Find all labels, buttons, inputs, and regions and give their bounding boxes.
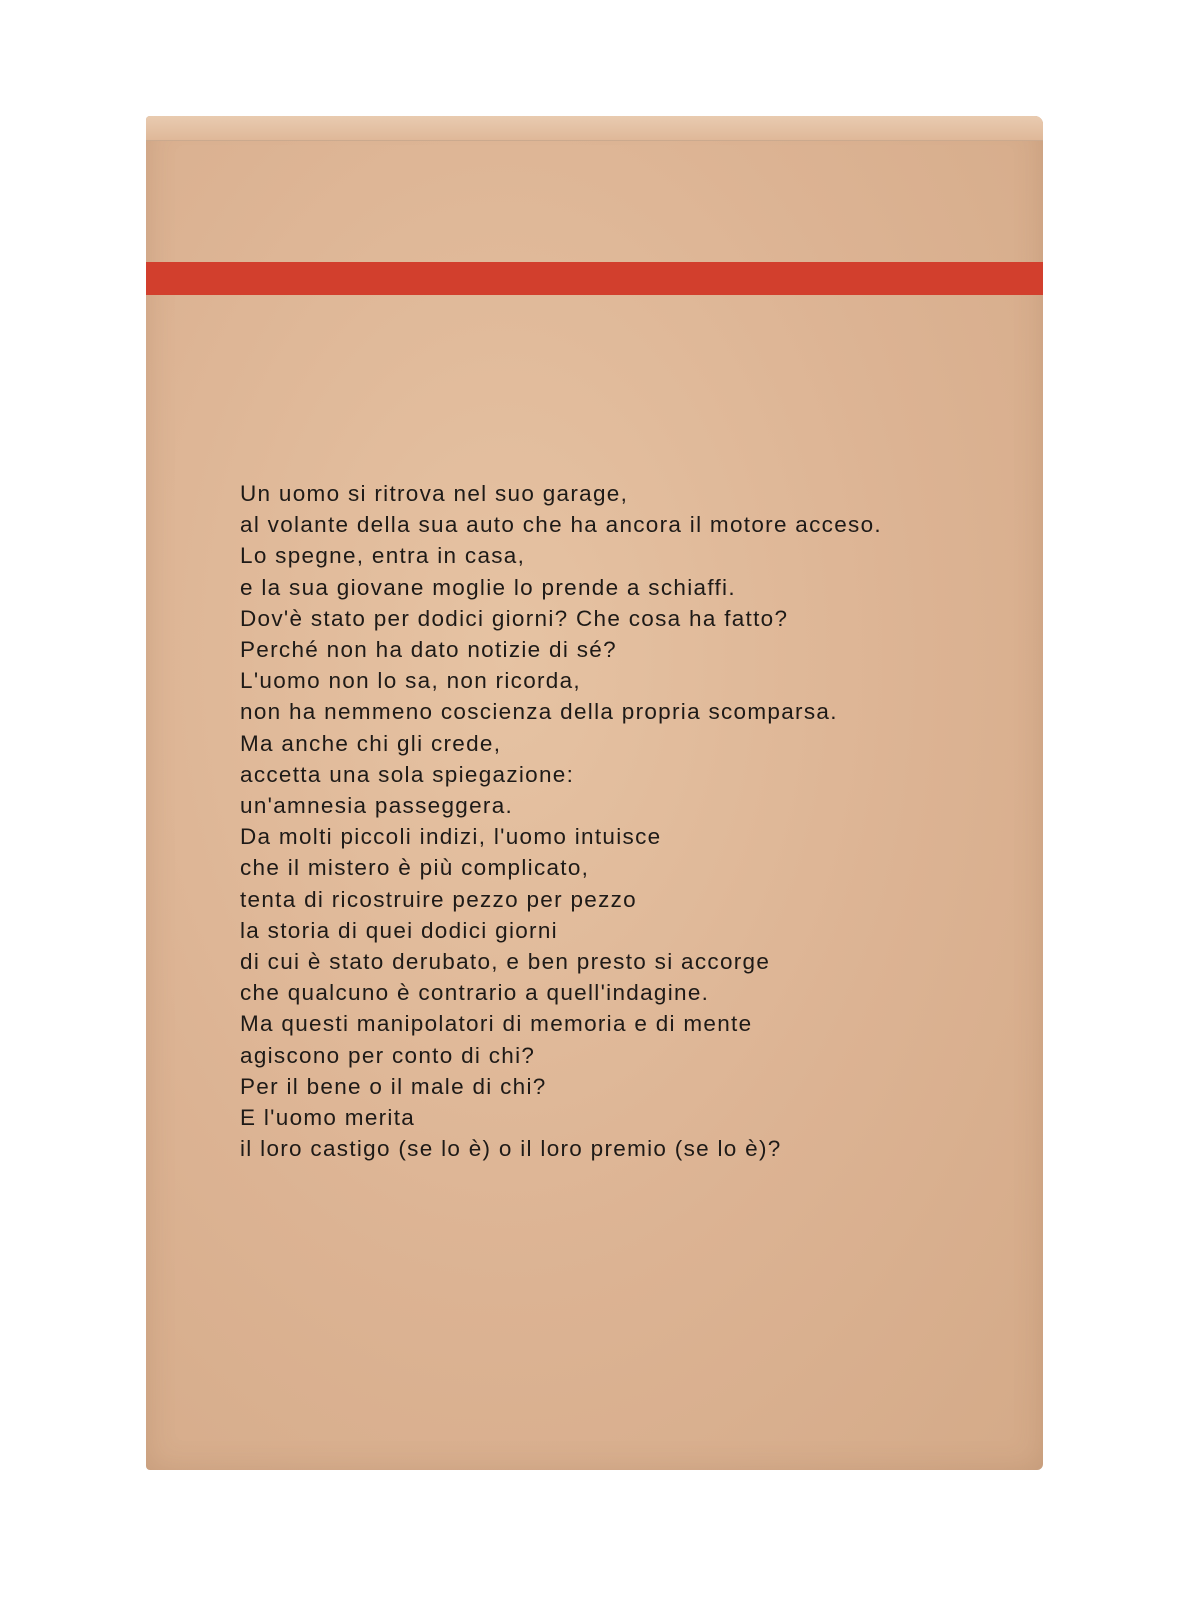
blurb-line: Un uomo si ritrova nel suo garage, [240,481,629,506]
blurb-line: Ma anche chi gli crede, [240,730,502,756]
blurb-line: Dov'è stato per dodici giorni? Che cosa ha fatto? [240,605,789,631]
blurb-line: accetta una sola spiegazione: [240,761,575,787]
blurb-line: un'amnesia passeggera. [240,793,514,819]
blurb-line: agiscono per conto di chi? [240,1042,536,1068]
blurb-line: Perché non ha dato notizie di sé? [240,637,617,663]
blurb-line: di cui è stato derubato, e ben presto si accorge [240,949,771,975]
blurb-line: E l'uomo merita [240,1105,416,1131]
blurb-line: Ma questi manipolatori di memoria e di mente [240,1011,753,1037]
blurb-line: Per il bene o il male di chi? [240,1073,547,1099]
blurb-line: al volante della sua auto che ha ancora il motore acceso. [240,512,882,538]
cover-top-edge [146,116,1043,141]
blurb-line: la storia di quei dodici giorni [240,917,558,943]
blurb-line: che qualcuno è contrario a quell'indagine. [240,980,710,1006]
blurb-line: L'uomo non lo sa, non ricorda, [240,668,581,694]
blurb-text [240,478,1000,1164]
blurb-line: Da molti piccoli indizi, l'uomo intuisce [240,824,662,850]
blurb-line: tenta di ricostruire pezzo per pezzo [240,886,637,912]
blurb-line: che il mistero è più complicato, [240,855,590,881]
blurb-line: il loro castigo (se lo è) o il loro premio (se lo è)? [240,1136,782,1162]
red-band [146,262,1043,295]
blurb-line: Lo spegne, entra in casa, [240,543,526,569]
blurb-line: e la sua giovane moglie lo prende a schiaffi. [240,574,736,600]
blurb-line: non ha nemmeno coscienza della propria scomparsa. [240,699,838,725]
